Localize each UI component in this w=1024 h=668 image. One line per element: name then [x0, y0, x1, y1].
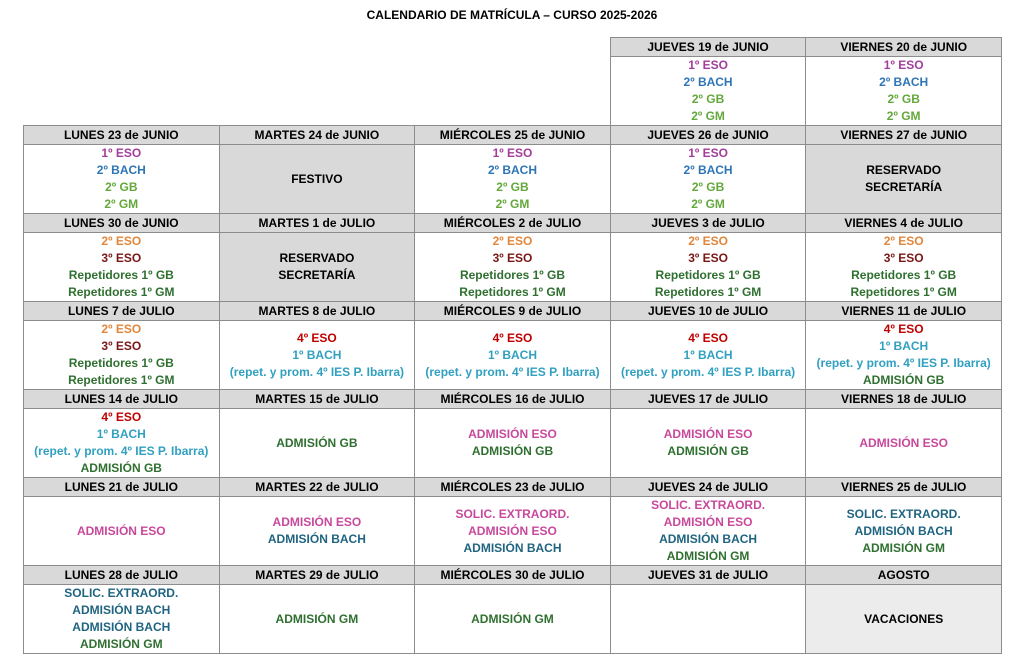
day-header: MIÉRCOLES 2 de JULIO [415, 214, 611, 233]
schedule-entry: 2º BACH [96, 163, 146, 177]
day-cell [219, 233, 415, 302]
week-header-row [24, 302, 1002, 321]
schedule-entry: (repet. y prom. 4º IES P. Ibarra) [229, 364, 404, 379]
day-cell [415, 585, 611, 654]
schedule-entry: VACACIONES [864, 611, 944, 626]
schedule-entry: ADMISIÓN ESO [663, 515, 753, 529]
day-header: LUNES 28 de JULIO [24, 566, 220, 585]
schedule-entry: SOLIC. EXTRAORD. [455, 506, 570, 521]
day-cell [610, 233, 806, 302]
empty-cell [24, 38, 220, 57]
day-header: JUEVES 31 de JULIO [610, 566, 806, 585]
schedule-entry: 1º ESO [492, 146, 533, 160]
day-header: LUNES 21 de JULIO [24, 478, 220, 497]
schedule-entry: 1º BACH [879, 339, 929, 353]
schedule-entry: 4º ESO [297, 330, 337, 345]
schedule-entry: 2º ESO [688, 234, 728, 248]
day-cell [219, 585, 415, 654]
schedule-entry: Repetidores 1º GM [850, 285, 957, 299]
day-header: MIÉRCOLES 16 de JULIO [415, 390, 611, 409]
day-header: LUNES 30 de JUNIO [24, 214, 220, 233]
day-header: VIERNES 4 de JULIO [806, 214, 1002, 233]
day-cell [806, 233, 1002, 302]
schedule-entry: ADMISIÓN BACH [72, 620, 171, 634]
schedule-entry: ADMISIÓN GB [276, 435, 358, 450]
empty-cell [219, 57, 415, 126]
schedule-entry: 1º BACH [683, 347, 733, 362]
day-header: JUEVES 10 de JULIO [610, 302, 806, 321]
week-header-row [24, 478, 1002, 497]
schedule-entry: ADMISIÓN GB [80, 461, 162, 475]
day-cell [415, 409, 611, 478]
schedule-entry: ADMISIÓN BACH [267, 532, 366, 546]
schedule-entry: 3º ESO [101, 339, 142, 353]
schedule-entry: 2º GB [496, 180, 529, 194]
day-cell [219, 321, 415, 390]
schedule-entry: SECRETARÍA [278, 268, 356, 282]
day-cell [806, 497, 1002, 566]
day-cell [415, 497, 611, 566]
day-cell [219, 497, 415, 566]
empty-cell [415, 57, 611, 126]
schedule-entry: ADMISIÓN ESO [76, 523, 166, 538]
day-header: VIERNES 18 de JULIO [806, 390, 1002, 409]
schedule-entry: 2º BACH [683, 163, 733, 177]
day-cell [610, 57, 806, 126]
schedule-entry: 2º ESO [883, 234, 924, 248]
schedule-entry: ADMISIÓN ESO [468, 523, 557, 538]
day-header: JUEVES 26 de JUNIO [610, 126, 806, 145]
schedule-entry: 4º ESO [688, 330, 728, 345]
schedule-entry: RESERVADO [279, 251, 355, 265]
schedule-entry: 2º GM [495, 197, 530, 211]
day-header: LUNES 14 de JULIO [24, 390, 220, 409]
day-header: AGOSTO [806, 566, 1002, 585]
schedule-entry: Repetidores 1º GM [654, 285, 762, 299]
day-cell [24, 409, 220, 478]
calendar-table [23, 37, 1002, 654]
schedule-entry: ADMISIÓN GB [667, 444, 749, 458]
week-content-row [24, 57, 1002, 126]
schedule-entry: ADMISIÓN GM [666, 549, 750, 563]
week-content-row [24, 321, 1002, 390]
day-cell [806, 145, 1002, 214]
schedule-entry: 1º BACH [96, 427, 146, 441]
day-cell [806, 409, 1002, 478]
day-header: LUNES 23 de JUNIO [24, 126, 220, 145]
schedule-entry: ADMISIÓN GM [79, 637, 163, 651]
schedule-entry: 2º GB [691, 92, 725, 106]
day-cell [415, 145, 611, 214]
week-header-row [24, 126, 1002, 145]
day-cell [415, 233, 611, 302]
week-header-row [24, 566, 1002, 585]
day-header: MARTES 15 de JULIO [219, 390, 415, 409]
empty-cell [24, 57, 220, 126]
schedule-entry: ADMISIÓN BACH [463, 540, 562, 555]
schedule-entry: Repetidores 1º GB [655, 268, 761, 282]
day-header: JUEVES 19 de JUNIO [610, 38, 806, 57]
schedule-entry: ADMISIÓN BACH [854, 523, 953, 538]
schedule-entry: 4º ESO [492, 330, 533, 345]
page-title: CALENDARIO DE MATRÍCULA – CURSO 2025-2026 [366, 8, 658, 22]
schedule-entry: Repetidores 1º GM [68, 373, 175, 387]
schedule-entry: RESERVADO [866, 163, 942, 177]
week-header-row [24, 38, 1002, 57]
day-cell [610, 585, 806, 654]
day-cell [610, 145, 806, 214]
day-header: MIÉRCOLES 9 de JULIO [415, 302, 611, 321]
schedule-entry: Repetidores 1º GM [68, 285, 175, 299]
day-cell [219, 409, 415, 478]
schedule-entry: 2º ESO [492, 234, 533, 248]
schedule-entry: Repetidores 1º GB [68, 268, 174, 282]
day-cell [415, 321, 611, 390]
day-header: JUEVES 17 de JULIO [610, 390, 806, 409]
schedule-entry: SOLIC. EXTRAORD. [64, 586, 179, 600]
day-header: VIERNES 20 de JUNIO [806, 38, 1002, 57]
schedule-entry: ADMISIÓN GM [862, 540, 945, 555]
week-content-row [24, 233, 1002, 302]
schedule-entry: Repetidores 1º GB [68, 356, 174, 370]
week-header-row [24, 390, 1002, 409]
day-header: LUNES 7 de JULIO [24, 302, 220, 321]
schedule-entry: 3º ESO [688, 251, 728, 265]
empty-cell [219, 38, 415, 57]
schedule-entry: SOLIC. EXTRAORD. [846, 506, 961, 521]
day-cell [24, 233, 220, 302]
day-header: VIERNES 27 de JUNIO [806, 126, 1002, 145]
schedule-entry: ADMISIÓN ESO [663, 427, 753, 441]
day-header: VIERNES 11 de JULIO [806, 302, 1002, 321]
schedule-entry: 3º ESO [492, 251, 533, 265]
day-header: VIERNES 25 de JULIO [806, 478, 1002, 497]
schedule-entry: FESTIVO [291, 171, 343, 186]
schedule-entry: 2º GB [105, 180, 138, 194]
schedule-entry: ADMISIÓN GM [275, 611, 359, 626]
schedule-entry: 3º ESO [883, 251, 924, 265]
day-cell [24, 585, 220, 654]
schedule-entry: ADMISIÓN ESO [859, 435, 949, 450]
schedule-entry: ADMISIÓN GB [863, 373, 945, 387]
schedule-entry: 4º ESO [101, 410, 142, 424]
day-cell [806, 585, 1002, 654]
schedule-entry: (repet. y prom. 4º IES P. Ibarra) [620, 364, 796, 379]
week-content-row [24, 409, 1002, 478]
schedule-entry: ADMISIÓN BACH [659, 532, 758, 546]
schedule-entry: 2º GM [691, 109, 725, 123]
schedule-entry: (repet. y prom. 4º IES P. Ibarra) [34, 444, 209, 458]
schedule-entry: Repetidores 1º GB [459, 268, 566, 282]
schedule-entry: ADMISIÓN ESO [272, 515, 362, 529]
schedule-entry: 1º BACH [292, 347, 342, 362]
day-header: JUEVES 24 de JULIO [610, 478, 806, 497]
day-header: MIÉRCOLES 23 de JULIO [415, 478, 611, 497]
day-cell [24, 145, 220, 214]
schedule-entry: (repet. y prom. 4º IES P. Ibarra) [425, 364, 600, 379]
day-header: MARTES 24 de JUNIO [219, 126, 415, 145]
day-header: MARTES 29 de JULIO [219, 566, 415, 585]
day-header: MIÉRCOLES 30 de JULIO [415, 566, 611, 585]
day-cell [610, 497, 806, 566]
day-header: MARTES 22 de JULIO [219, 478, 415, 497]
schedule-entry: 4º ESO [883, 322, 924, 336]
schedule-entry: 2º ESO [101, 234, 142, 248]
schedule-entry: 2º BACH [683, 75, 733, 89]
schedule-entry: ADMISIÓN GM [471, 611, 554, 626]
day-cell [24, 321, 220, 390]
day-cell [219, 145, 415, 214]
week-content-row [24, 145, 1002, 214]
schedule-entry: 2º BACH [487, 163, 538, 177]
schedule-entry: 1º BACH [487, 347, 538, 362]
schedule-entry: ADMISIÓN ESO [468, 427, 557, 441]
day-cell [610, 321, 806, 390]
day-cell [806, 321, 1002, 390]
schedule-entry: ADMISIÓN BACH [72, 603, 171, 617]
day-header: JUEVES 3 de JULIO [610, 214, 806, 233]
schedule-entry: 1º ESO [688, 58, 728, 72]
schedule-entry: 2º GM [886, 109, 921, 123]
week-content-row [24, 497, 1002, 566]
schedule-entry: (repet. y prom. 4º IES P. Ibarra) [816, 356, 991, 370]
day-cell [24, 497, 220, 566]
schedule-entry: 1º ESO [883, 58, 924, 72]
empty-cell [415, 38, 611, 57]
day-cell [610, 409, 806, 478]
day-header: MARTES 1 de JULIO [219, 214, 415, 233]
schedule-entry: 1º ESO [101, 146, 142, 160]
schedule-entry: SOLIC. EXTRAORD. [651, 498, 766, 512]
day-cell [806, 57, 1002, 126]
day-header: MIÉRCOLES 25 de JUNIO [415, 126, 611, 145]
schedule-entry: SECRETARÍA [865, 180, 943, 194]
schedule-entry: 2º GB [887, 92, 920, 106]
schedule-entry: 3º ESO [101, 251, 142, 265]
day-header: MARTES 8 de JULIO [219, 302, 415, 321]
schedule-entry: 2º GM [104, 197, 139, 211]
schedule-entry: Repetidores 1º GM [459, 285, 566, 299]
schedule-entry: 2º BACH [879, 75, 929, 89]
schedule-entry: 2º ESO [101, 322, 142, 336]
schedule-entry: 2º GM [691, 197, 725, 211]
schedule-entry: 1º ESO [688, 146, 728, 160]
week-content-row [24, 585, 1002, 654]
schedule-entry: Repetidores 1º GB [851, 268, 957, 282]
week-header-row [24, 214, 1002, 233]
schedule-entry: ADMISIÓN GB [471, 444, 554, 458]
schedule-entry: 2º GB [691, 180, 725, 194]
